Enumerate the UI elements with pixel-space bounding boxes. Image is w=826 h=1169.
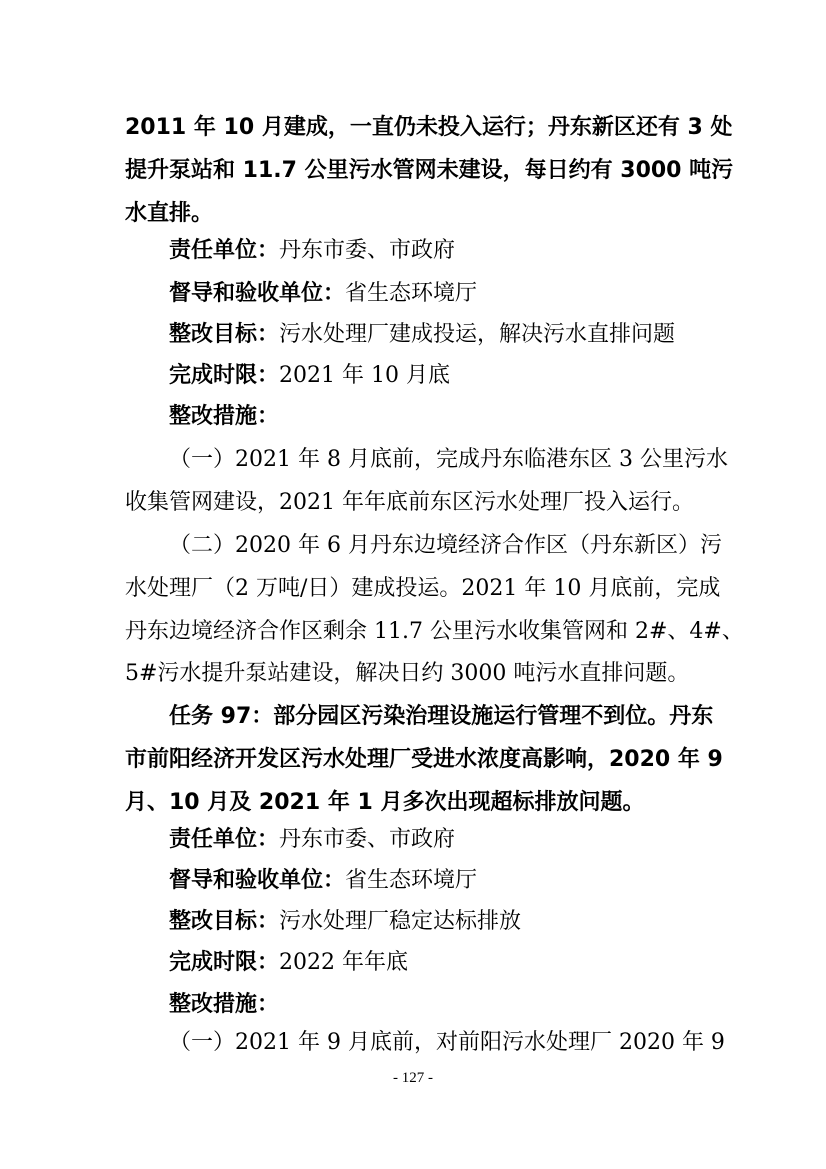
field-measures xyxy=(0,402,826,432)
body-text-line: （一）2021 年 9 月底前，对前阳污水处理厂 2020 年 9 xyxy=(169,1030,725,1055)
task-heading-line: 月、10 月及 2021 年 1 月多次出现超标排放问题。 xyxy=(125,790,645,815)
field-measures xyxy=(0,990,826,1020)
field-supervision-unit xyxy=(0,279,826,309)
task-heading-line: 任务 97：部分园区污染治理设施运行管理不到位。丹东 xyxy=(169,704,714,729)
field-label: 责任单位： xyxy=(169,827,280,852)
body-text-line: 提升泵站和 11.7 公里污水管网未建设，每日约有 3000 吨污 xyxy=(125,158,734,183)
field-rectification-goal xyxy=(0,907,826,937)
field-value: 省生态环境厅 xyxy=(345,281,478,306)
field-value: 2022 年年底 xyxy=(279,950,408,975)
field-responsible-unit xyxy=(0,236,826,266)
body-text-line: （一）2021 年 8 月底前，完成丹东临港东区 3 公里污水 xyxy=(169,447,728,472)
body-text-line: （二）2020 年 6 月丹东边境经济合作区（丹东新区）污 xyxy=(169,533,722,558)
field-label: 完成时限： xyxy=(169,950,280,975)
field-label: 责任单位： xyxy=(169,238,280,263)
field-value: 污水处理厂建成投运，解决污水直排问题 xyxy=(279,322,676,347)
body-text-line: 水处理厂（2 万吨/日）建成投运。2021 年 10 月底前，完成 xyxy=(125,576,721,601)
field-label: 整改措施： xyxy=(169,992,280,1017)
field-value: 2021 年 10 月底 xyxy=(279,363,450,388)
field-deadline xyxy=(0,361,826,391)
page-number: - 127 - xyxy=(393,1070,433,1086)
field-label: 督导和验收单位： xyxy=(169,281,346,306)
body-text-line: 丹东边境经济合作区剩余 11.7 公里污水收集管网和 2#、4#、 xyxy=(125,619,744,644)
field-label: 整改目标： xyxy=(169,322,280,347)
body-text-line: 2011 年 10 月建成，一直仍未投入运行；丹东新区还有 3 处 xyxy=(125,115,733,140)
field-label: 整改目标： xyxy=(169,909,280,934)
body-text-line: 水直排。 xyxy=(125,201,214,226)
field-value: 省生态环境厅 xyxy=(345,868,478,893)
body-text-line: 5#污水提升泵站建设，解决日约 3000 吨污水直排问题。 xyxy=(125,661,690,686)
body-text-line: 收集管网建设，2021 年年底前东区污水处理厂投入运行。 xyxy=(125,490,694,515)
field-label: 整改措施： xyxy=(169,404,280,429)
field-label: 督导和验收单位： xyxy=(169,868,346,893)
field-value: 污水处理厂稳定达标排放 xyxy=(279,909,522,934)
field-value: 丹东市委、市政府 xyxy=(279,238,456,263)
field-responsible-unit xyxy=(0,825,826,855)
task-heading-line: 市前阳经济开发区污水处理厂受进水浓度高影响，2020 年 9 xyxy=(125,747,723,772)
field-rectification-goal xyxy=(0,320,826,350)
field-value: 丹东市委、市政府 xyxy=(279,827,456,852)
field-label: 完成时限： xyxy=(169,363,280,388)
field-deadline xyxy=(0,948,826,978)
field-supervision-unit xyxy=(0,866,826,896)
